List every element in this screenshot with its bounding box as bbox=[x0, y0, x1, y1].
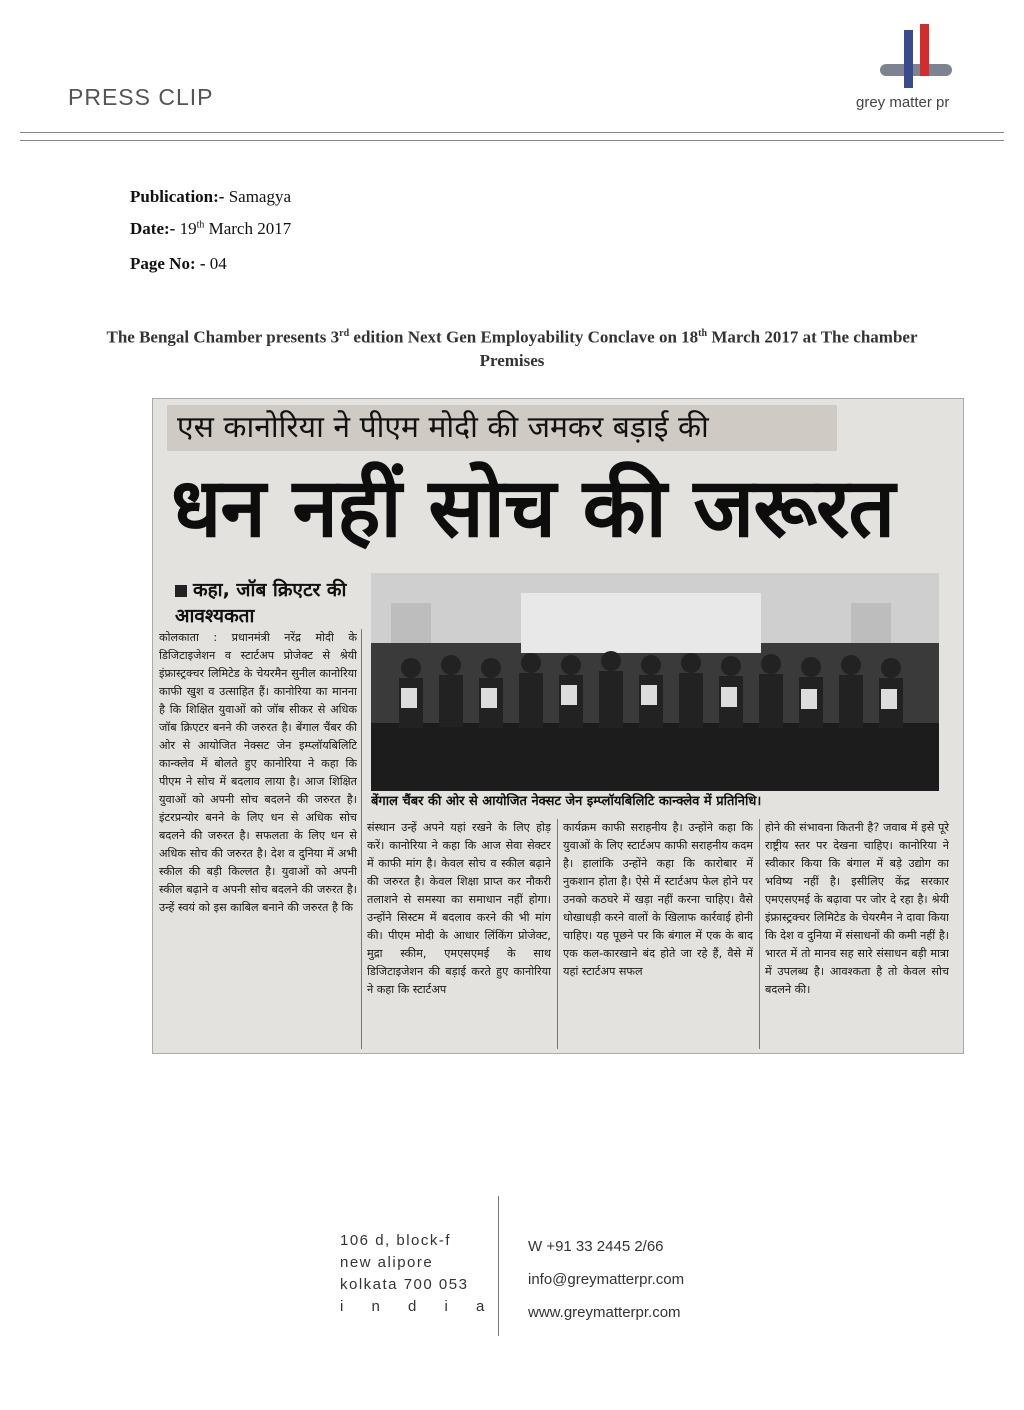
column-divider bbox=[361, 629, 362, 1049]
bullet-square-icon bbox=[175, 585, 187, 597]
footer-email[interactable]: info@greymatterpr.com bbox=[528, 1271, 685, 1288]
address-line-3: kolkata 700 053 bbox=[340, 1276, 469, 1293]
newspaper-clipping bbox=[152, 398, 964, 1054]
event-photo-image bbox=[371, 573, 939, 791]
event-photo bbox=[371, 573, 939, 791]
date-suffix: th bbox=[196, 219, 205, 231]
subhead-text: कहा, जॉब क्रिएटर की आवश्यकता bbox=[175, 579, 347, 627]
date-line bbox=[130, 219, 291, 239]
page-line bbox=[130, 254, 227, 274]
caption-sup2: th bbox=[698, 328, 708, 339]
article-subhead bbox=[175, 577, 375, 629]
article-headline: धन नहीं सोच की जरूरत bbox=[171, 461, 895, 556]
footer-divider bbox=[498, 1196, 499, 1336]
date-day: 19 bbox=[179, 219, 197, 238]
page-label: Page No: - bbox=[130, 254, 206, 273]
footer-address bbox=[340, 1230, 496, 1318]
logo-mark-icon bbox=[876, 22, 956, 92]
caption-part1: The Bengal Chamber presents 3 bbox=[106, 327, 340, 347]
page-value: 04 bbox=[209, 254, 227, 273]
article-column-4: होने की संभावना कितनी है? जवाब में इसे पूरे राष्ट्रीय स्तर पर देखना चाहिए। कानोरिया ने स्वीकार किया कि बंगाल में बड़े उद्योग का भविष्य नहीं है। इसीलिए केंद्र सरकार एमएसएमई के बढ़ावा पर जोर दे रहा है। श्रेयी इंफ्रास्ट्रक्चर लिमिटेड के चेयरमैन ने दावा किया कि देश व दुनिया में संसाधनों की कमी नहीं है। भारत में तो मानव सह सारे संसाधन बड़ी मात्रा में उपलब्ध है। आवश्कता है तो केवल सोच बदलने की। bbox=[765, 821, 949, 996]
column-divider bbox=[759, 819, 760, 1049]
grey-matter-logo bbox=[856, 14, 966, 114]
caption-part3: March 2017 at The chamber Premises bbox=[479, 327, 918, 370]
article-kicker: एस कानोरिया ने पीएम मोदी की जमकर बड़ाई की bbox=[167, 405, 837, 451]
date-rest: March 2017 bbox=[208, 219, 292, 238]
press-clip-label: PRESS CLIP bbox=[68, 84, 214, 110]
article-column-3: कार्यक्रम काफी सराहनीय है। उन्होंने कहा कि युवाओं के लिए स्टार्टअप काफी सराहनीय कदम है। हालांकि उन्होंने कहा कि कारोबार में नुकशान होता है। ऐसे में स्टार्टअप फेल होने पर उनको कठघरे में खड़ा नहीं करना चाहिए। वैसे धोखाधड़ी करने वालों के खिलाफ कार्रवाई होनी चाहिए। यह पूछने पर कि बंगाल में एक के बाद एक कल-कारखाने बंद होते जा रहे हैं, वैसे में यहां स्टार्टअप सफल bbox=[563, 821, 753, 978]
address-line-2: new alipore bbox=[340, 1254, 434, 1271]
logo-text: grey matter pr bbox=[856, 94, 950, 111]
publication-label: Publication:- bbox=[130, 187, 225, 206]
publication-line bbox=[130, 187, 291, 207]
clip-caption bbox=[100, 322, 924, 372]
caption-sup1: rd bbox=[339, 328, 350, 339]
article-column-2: संस्थान उन्हें अपने यहां रखने के लिए होड़ करें। कानोरिया ने कहा कि आज सेवा सेक्टर में काफी मांग है। केवल सोच व स्कील बढ़ाने की जरुरत है। केवल शिक्षा प्राप्त कर नौकरी तलाशने से समस्या का समाधान नहीं होगा। उन्होंने सिस्टम में बदलाव करने की भी मांग की। पीएम मोदी के आधार लिंकिंग प्रोजेक्ट, मुद्रा स्कीम, एमएसएमई के साथ डिजिटाइजेशन की बड़ाई करते हुए कानोरिया ने कहा कि स्टार्टअप bbox=[367, 821, 551, 996]
header-rule-bottom bbox=[20, 140, 1004, 141]
article-column-1: कोलकाता : प्रधानमंत्री नरेंद्र मोदी के डिजिटाइजेशन व स्टार्टअप प्रोजेक्ट से श्रेयी इंफ्रास्ट्रक्चर लिमिटेड के चेयरमैन सुनील कानोरिया काफी खुश व उत्साहित हैं। कानोरिया का मानना है कि शिक्षित युवाओं को जॉब सीकर से अधिक जॉब क्रिएटर बनने की जरुरत है। बेंगाल चैंबर की ओर से आयोजित नेक्सट जेन इम्प्लॉयबिलिटि कान्क्लेव में बोलते हुए कानोरिया ने कहा कि पीएम ने सोच में बदलाव लाया है। आज शिक्षित युवाओं को अपनी सोच बदलने की जरुरत है। इंटरप्रन्योर बनने के लिए धन से अधिक सोच बदलने की जरुरत है। सफलता के लिए धन से अधिक सोच की जरुरत है। देश व दुनिया में अभी स्कील की बड़ी किल्लत है। युवाओं को अपनी स्कील बढ़ाने व अपनी सोच बदलने की जरुरत है। उन्हें स्वयं को इस काबिल बनाने की जरुरत है कि bbox=[159, 631, 357, 914]
address-line-1: 106 d, block-f bbox=[340, 1232, 452, 1249]
header-rule-top bbox=[20, 132, 1004, 133]
photo-caption: बेंगाल चैंबर की ओर से आयोजित नेक्सट जेन इम्प्लॉयबिलिटि कान्क्लेव में प्रतिनिधि। bbox=[371, 794, 762, 809]
date-label: Date:- bbox=[130, 219, 176, 238]
footer-website[interactable]: www.greymatterpr.com bbox=[528, 1304, 681, 1321]
address-line-4: i n d i a bbox=[340, 1298, 497, 1315]
footer-contact bbox=[528, 1230, 684, 1329]
footer-phone: W +91 33 2445 2/66 bbox=[528, 1238, 664, 1255]
publication-value: Samagya bbox=[228, 187, 292, 206]
column-divider bbox=[557, 819, 558, 1049]
caption-part2: edition Next Gen Employability Conclave on 18 bbox=[349, 327, 699, 347]
